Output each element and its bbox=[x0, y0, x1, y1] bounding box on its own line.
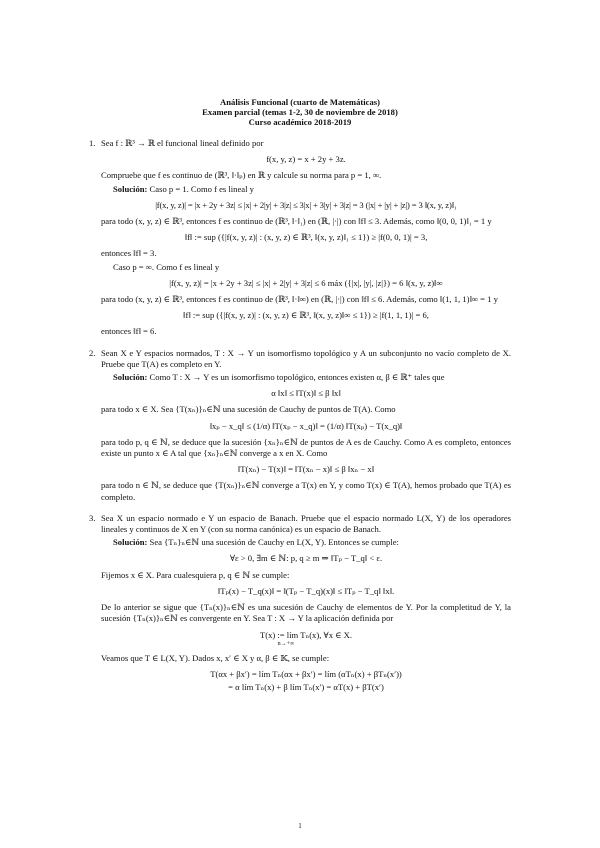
solution-text: entonces ‖f‖ = 3. bbox=[101, 248, 157, 259]
solution-text: Como T : X → Y es un isomorfismo topológico, entonces existen α, β ∈ ℝ⁺ tales que bbox=[149, 372, 445, 383]
equation: ‖f‖ := sup ({|f(x, y, z)| : (x, y, z) ∈ ℝ³, ‖(x, y, z)‖∞ ≤ 1}) ≥ |f(1, 1, 1)| = 6, bbox=[183, 310, 429, 321]
problem-statement: Compruebe que f es continuo de (ℝ³, ‖·‖ₚ) en ℝ y calcule su norma para p = 1, ∞. bbox=[101, 170, 382, 181]
equation: α ‖x‖ ≤ ‖T(x)‖ ≤ β ‖x‖ bbox=[271, 388, 341, 399]
equation: ∀ε > 0, ∃m ∈ ℕ: p, q ≥ m ⇒ ‖Tₚ − T_q‖ < ε. bbox=[229, 553, 383, 564]
problem-statement: Sean X e Y espacios normados, T : X → Y un isomorfismo topológico y A un subconjunto no vacío completo de X. Pruebe que T(A) es completo en Y. bbox=[101, 347, 511, 369]
equation: T(αx + βx′) = lím Tₙ(αx + βx′) = lím (αTₙ(x) + βTₙ(x′)) bbox=[210, 668, 402, 679]
solution-text: para todo x ∈ X. Sea {T(xₙ)}ₙ∈ℕ una sucesión de Cauchy de puntos de T(A). Como bbox=[101, 404, 396, 415]
problem-number: 1. bbox=[89, 138, 96, 148]
solution-text: Veamos que T ∈ L(X, Y). Dados x, x′ ∈ X y α, β ∈ 𝕂, se cumple: bbox=[101, 652, 330, 663]
solution-text: Caso p = 1. Como f es lineal y bbox=[149, 183, 254, 194]
limit-subscript: n→+∞ bbox=[277, 640, 295, 647]
solution-label: Solución: bbox=[113, 537, 148, 548]
problem-number: 2. bbox=[89, 347, 96, 358]
equation: |f(x, y, z)| = |x + 2y + 3z| ≤ |x| + 2|y| + 3|z| ≤ 6 máx ({|x|, |y|, |z|}) = 6 ‖(x, y, z)‖∞ bbox=[169, 277, 443, 288]
solution-text: para todo p, q ∈ ℕ, se deduce que la sucesión {xₙ}ₙ∈ℕ de puntos de A es de Cauchy. Como A es completo, entonces existe un punto x ∈ A tal que {xₙ}ₙ∈ℕ converge a x en X. Como bbox=[101, 436, 511, 459]
problem-statement: Sea X un espacio normado e Y un espacio de Banach. Pruebe que el espacio normado L(X, Y) de los operadores lineales y continuos de X en Y (con su norma canónica) es un espacio de Banach. bbox=[101, 512, 511, 535]
equation: ‖f‖ := sup ({|f(x, y, z)| : (x, y, z) ∈ ℝ³, ‖(x, y, z)‖₁ ≤ 1}) ≥ |f(0, 0, 1)| = 3, bbox=[184, 232, 428, 243]
solution-text: De lo anterior se sigue que {Tₙ(x)}ₙ∈ℕ es una sucesión de Cauchy de elementos de Y. Por la completitud de Y, la sucesión {Tₙ(x)}ₙ∈ℕ es convergente en Y. Sea T : X → Y la aplicación definida por bbox=[101, 602, 511, 624]
equation: T(x) := lím Tₙ(x), ∀x ∈ X. bbox=[259, 629, 353, 640]
exam-content bbox=[0, 138, 600, 698]
equation: ‖T(xₙ) − T(x)‖ = ‖T(xₙ − x)‖ ≤ β ‖xₙ − x‖ bbox=[237, 464, 375, 475]
solution-text: para todo (x, y, z) ∈ ℝ³, entonces f es continuo de (ℝ³, ‖·‖∞) en (ℝ, |·|) con ‖f‖ ≤ 6. Además, como ‖(1, 1, 1)‖∞ = 1 y bbox=[101, 294, 498, 305]
equation: ‖Tₚ(x) − T_q(x)‖ = ‖(Tₚ − T_q)(x)‖ ≤ ‖Tₚ − T_q‖ ‖x‖. bbox=[217, 585, 395, 596]
equation: |f(x, y, z)| = |x + 2y + 3z| ≤ |x| + 2|y| + 3|z| ≤ 3|x| + 3|y| + 3|z| = 3 (|x| + |y| + |z|) = 3 ‖(x, y, z)‖₁ bbox=[155, 199, 457, 210]
exam-header bbox=[0, 97, 600, 128]
course-title: Análisis Funcional (cuarto de Matemáticas) bbox=[220, 97, 380, 107]
equation: ‖xₚ − x_q‖ ≤ (1/α) ‖T(xₚ − x_q)‖ = (1/α) ‖T(xₚ) − T(x_q)‖ bbox=[209, 420, 403, 431]
exam-subtitle: Examen parcial (temas 1-2, 30 de noviembre de 2018) bbox=[202, 107, 398, 118]
problem-statement: Sea f : ℝ³ → ℝ el funcional lineal definido por bbox=[101, 138, 264, 148]
solution-label: Solución: bbox=[113, 183, 148, 194]
solution-text: para todo n ∈ ℕ, se deduce que {T(xₙ)}ₙ∈ℕ converge a T(x) en Y, y como T(x) ∈ T(A), hemos probado que T(A) es completo. bbox=[101, 480, 511, 502]
solution-text: Caso p = ∞. Como f es lineal y bbox=[113, 261, 220, 272]
solution-heading bbox=[101, 372, 511, 383]
page-number: 1 bbox=[298, 822, 302, 830]
equation-with-limit bbox=[101, 630, 511, 648]
problem-2 bbox=[89, 347, 511, 503]
solution-text: entonces ‖f‖ = 6. bbox=[101, 326, 157, 337]
equation: f(x, y, z) = x + 2y + 3z. bbox=[266, 154, 346, 165]
academic-year: Curso académico 2018-2019 bbox=[248, 117, 352, 128]
equation: = α lím Tₙ(x) + β lím Tₙ(x′) = αT(x) + βT(x′) bbox=[228, 682, 384, 693]
solution-text: Sea {Tₙ}ₙ∈ℕ una sucesión de Cauchy en L(X, Y). Entonces se cumple: bbox=[149, 537, 399, 548]
solution-label: Solución: bbox=[113, 372, 148, 383]
solution-heading bbox=[101, 537, 511, 548]
solution-text: para todo (x, y, z) ∈ ℝ³, entonces f es continuo de (ℝ³, ‖·‖₁) en (ℝ, |·|) con ‖f‖ ≤ 3. Además, como ‖(0, 0, 1)‖₁ = 1 y bbox=[101, 216, 492, 227]
solution-text: Fijemos x ∈ X. Para cualesquiera p, q ∈ ℕ se cumple: bbox=[101, 569, 290, 580]
problem-1 bbox=[89, 138, 511, 338]
problem-number: 3. bbox=[89, 512, 96, 523]
problem-3 bbox=[89, 512, 511, 693]
solution-heading bbox=[101, 184, 511, 195]
